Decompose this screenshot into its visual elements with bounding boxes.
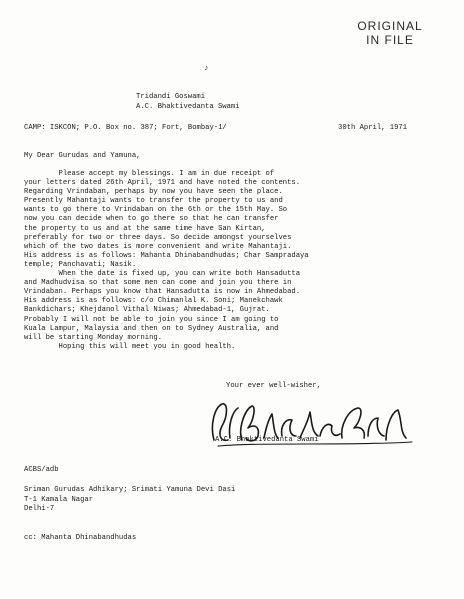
- body-line: Probably I will not be able to join you since I am going to: [24, 315, 279, 324]
- body-line: His address is as follows: c/o Chimanlal K. Soni; Manekchawk: [24, 297, 283, 306]
- reference-initials: ACBS/adb: [24, 466, 59, 474]
- body-line: Vrindaban. Perhaps you know that Hansadutta is now in Ahmedabad.: [24, 288, 301, 297]
- body-line: His address is as follows: Mahanta Dhinabandhudas; Char Sampradaya: [24, 251, 309, 260]
- body-line: temple; Panchavati; Nasik.: [24, 260, 137, 269]
- closing: Your ever well-wisher,: [226, 382, 321, 390]
- letter-date: 30th April, 1971: [338, 124, 408, 132]
- recipient-line: Sriman Gurudas Adhikary; Srimati Yamuna Devi Dasi: [24, 486, 236, 494]
- letter-body: [24, 170, 444, 352]
- handwritten-signature: [208, 396, 418, 454]
- letterhead-name: A.C. Bhaktivedanta Swami: [136, 103, 240, 111]
- recipient-address: [24, 486, 235, 515]
- letterhead-title: Tridandi Goswami: [136, 93, 206, 101]
- original-in-file-stamp: [354, 19, 426, 47]
- body-line: which of the two dates is more convenient and write Mahantaji.: [24, 242, 292, 251]
- body-line: Regarding Vrindaban, perhaps by now you have seen the place.: [24, 188, 283, 197]
- body-line: your letters dated 26th April, 1971 and have noted the contents.: [24, 179, 301, 188]
- body-line: and Madhudvisa so that some men can come and join you there in: [24, 279, 292, 288]
- sender-address: CAMP: ISKCON; P.O. Box no. 387; Fort, Bombay-1/: [24, 124, 227, 132]
- body-line: preferably for two or three days. So decide amongst yourselves: [24, 233, 292, 242]
- cc-line: cc: Mahanta Dhinabandhudas: [24, 534, 137, 542]
- body-line: Bankdichars; Khejdanol Vithal Niwas; Ahmedabad-1, Gujrat.: [24, 306, 270, 315]
- stamp-line-2: IN FILE: [366, 33, 414, 47]
- body-line: wants to go there to Vrindaban on the 6th or the 15th May. So: [24, 206, 288, 215]
- signer-name: A.C. Bhaktivedanta Swami: [215, 436, 319, 444]
- body-line: When the date is fixed up, you can write both Hansadutta: [24, 270, 301, 279]
- recipient-line: Delhi-7: [24, 505, 55, 513]
- body-line: Presently Mahantaji wants to transfer the property to us and: [24, 197, 283, 206]
- recipient-line: T-1 Kamala Nagar: [24, 495, 94, 504]
- body-line: now you can decide when to go there so that he can transfer: [24, 215, 279, 224]
- body-line: Hoping this will meet you in good health.: [24, 342, 236, 351]
- body-line: Please accept my blessings. I am in due receipt of: [24, 170, 275, 178]
- salutation: My Dear Gurudas and Yamuna,: [24, 152, 141, 160]
- margin-mark: ♪: [204, 64, 209, 73]
- body-line: the property to us and at the same time have San Kirtan,: [24, 224, 266, 233]
- body-line: will be starting Monday morning.: [24, 333, 163, 342]
- stamp-line-1: ORIGINAL: [357, 19, 423, 33]
- body-line: Kuala Lampur, Malaysia and then on to Sydney Australia, and: [24, 324, 279, 333]
